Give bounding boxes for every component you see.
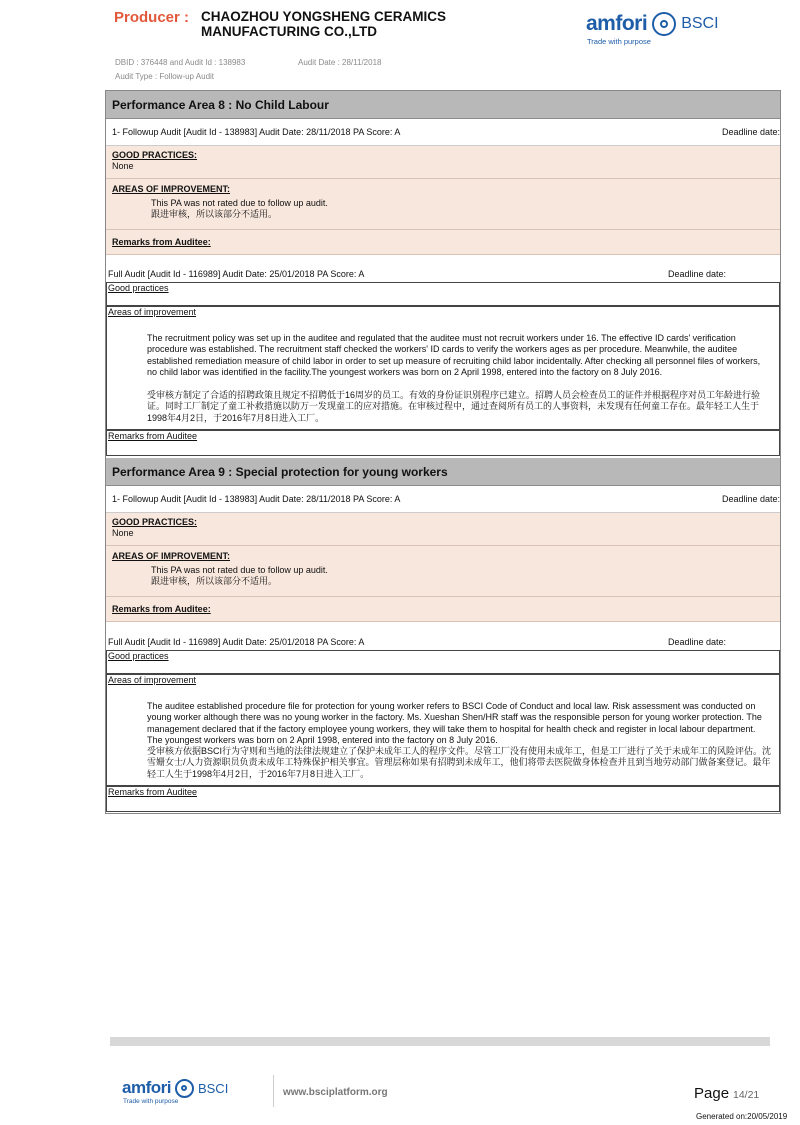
good-practices-heading: GOOD PRACTICES: xyxy=(112,150,198,160)
footer-bar xyxy=(110,1037,770,1046)
footer-separator xyxy=(273,1075,274,1107)
amfori-ring-icon xyxy=(652,12,676,36)
section-header-pa9 xyxy=(106,458,780,486)
footer-url-link[interactable]: www.bsciplatform.org xyxy=(283,1087,388,1098)
footer-amfori-logo xyxy=(122,1078,229,1105)
followup-text: 1- Followup Audit [Audit Id - 138983] Audit Date: 28/11/2018 PA Score: A xyxy=(112,127,401,137)
areas-box-text: The recruitment policy was set up in the auditee and regulated that the auditee must not recruit workers under 16. The effective ID cards' verification procedure was established. The recruitment staff checked the workers' ID cards to verify the workers ages as per procedure. Meanwhile, the auditee established remediation measure of child labor in order to set up measure of recruiting child labor incidentally. After checking all personnel files of workers, no child labor was identified in the facility.The youngest workers was born on 2 April 1998, entered into the factory on 8 July 2016. xyxy=(147,333,761,377)
areas-box-text-cn: 受审核方制定了合适的招聘政策且规定不招聘低于16周岁的员工。有效的身份证识别程序已建立。招聘人员会检查员工的证件并根据程序对员工年龄进行验证。同时工厂制定了童工补救措施以防万一发现童工的应对措施。在审核过程中，通过查阅所有员工的人事资料，未发现有任何童工存在。最年轻工人生于1998年4月2日，于2016年7月8日进入工厂。 xyxy=(147,390,761,423)
areas-box-text-cn: 受审核方依据BSCI行为守则和当地的法律法规建立了保护未成年工人的程序文件。尽管工厂没有使用未成年工，但是工厂进行了关于未成年工的风险评估。沈雪姗女士/人力资源职员负责未成年工特殊保护相关事宜。管理层称如果有招聘到未成年工，他们将带去医院做身体检查并且到当地劳动部门做备案登记。最年轻工人生于1998年4月2日，于2016年7月8日进入工厂。 xyxy=(147,746,772,779)
logo-word: amfori xyxy=(586,12,648,35)
remarks-box-label: Remarks from Auditee xyxy=(108,431,198,441)
remarks-box xyxy=(106,786,780,812)
areas-box xyxy=(106,674,780,786)
page-label: Page xyxy=(694,1085,730,1102)
areas-improvement-en: This PA was not rated due to follow up audit. xyxy=(151,565,328,575)
areas-box-label: Areas of improvement xyxy=(108,307,197,317)
good-practices-panel xyxy=(106,513,780,546)
followup-text: 1- Followup Audit [Audit Id - 138983] Audit Date: 28/11/2018 PA Score: A xyxy=(112,494,401,504)
logo-tagline: Trade with purpose xyxy=(587,37,651,46)
good-practices-heading: GOOD PRACTICES: xyxy=(112,517,198,527)
section-header-pa8 xyxy=(106,91,780,119)
areas-improvement-panel xyxy=(106,179,780,230)
areas-box-text: The auditee established procedure file for protection for young worker refers to BSCI Code of Conduct and local law. Risk assessment was conducted on young worker although there was no young worker in the factory. Ms. Xueshan Shen/HR staff was the responsible person for young worker protection. The management declared that if the factory employee young workers, they will take them to hospital for health check and register in local labour department. The youngest workers was born on 2 April 1998, entered into the factory on 8 July 2016. xyxy=(147,701,762,745)
good-practices-value: None xyxy=(112,161,134,171)
followup-row xyxy=(106,486,780,513)
footer-amfori-ring-icon xyxy=(175,1079,194,1098)
full-audit-text: Full Audit [Audit Id - 116989] Audit Date: 25/01/2018 PA Score: A xyxy=(108,269,365,279)
producer-label: Producer : xyxy=(114,9,190,26)
full-audit-text: Full Audit [Audit Id - 116989] Audit Date: 25/01/2018 PA Score: A xyxy=(108,637,365,647)
areas-improvement-heading: AREAS OF IMPROVEMENT: xyxy=(112,551,231,561)
audit-date: Audit Date : 28/11/2018 xyxy=(298,58,382,67)
areas-box-label: Areas of improvement xyxy=(108,675,197,685)
deadline-label: Deadline date: xyxy=(721,494,780,504)
good-practices-value: None xyxy=(112,528,134,538)
deadline-label: Deadline date: xyxy=(721,127,780,137)
dbid-line: DBID : 376448 and Audit Id : 138983 xyxy=(115,58,246,67)
good-practices-box xyxy=(106,282,780,306)
good-practices-panel xyxy=(106,146,780,179)
logo-bsci: BSCI xyxy=(681,15,719,32)
producer-name: CHAOZHOU YONGSHENG CERAMICS MANUFACTURING CO.,LTD xyxy=(201,9,447,39)
remarks-box-label: Remarks from Auditee xyxy=(108,787,198,797)
areas-box xyxy=(106,306,780,430)
audit-type: Audit Type : Follow-up Audit xyxy=(115,72,215,81)
good-practices-box-label: Good practices xyxy=(108,651,169,661)
remarks-heading: Remarks from Auditee: xyxy=(112,604,211,614)
full-audit-row xyxy=(106,265,780,282)
areas-improvement-cn: 跟进审核，所以该部分不适用。 xyxy=(151,209,278,219)
footer-logo-bsci: BSCI xyxy=(197,1080,229,1096)
section-title: Performance Area 9 : Special protection for young workers xyxy=(112,465,448,479)
areas-improvement-heading: AREAS OF IMPROVEMENT: xyxy=(112,184,231,194)
remarks-panel xyxy=(106,230,780,255)
areas-improvement-en: This PA was not rated due to follow up audit. xyxy=(151,198,328,208)
remarks-box xyxy=(106,430,780,456)
section-title: Performance Area 8 : No Child Labour xyxy=(112,98,329,112)
footer-logo-tagline: Trade with purpose xyxy=(123,1098,179,1105)
full-audit-row xyxy=(106,633,780,650)
areas-improvement-panel xyxy=(106,546,780,597)
remarks-panel xyxy=(106,597,780,622)
followup-row xyxy=(106,119,780,146)
full-deadline-label: Deadline date: xyxy=(668,637,727,647)
good-practices-box-label: Good practices xyxy=(108,283,169,293)
good-practices-box xyxy=(106,650,780,674)
remarks-heading: Remarks from Auditee: xyxy=(112,237,211,247)
amfori-logo xyxy=(586,12,719,46)
full-deadline-label: Deadline date: xyxy=(668,269,727,279)
footer-logo-word: amfori xyxy=(122,1078,171,1097)
page-number: 14/21 xyxy=(733,1089,760,1101)
generated-date: Generated on:20/05/2019 xyxy=(696,1112,788,1121)
areas-improvement-cn: 跟进审核，所以该部分不适用。 xyxy=(151,576,278,586)
